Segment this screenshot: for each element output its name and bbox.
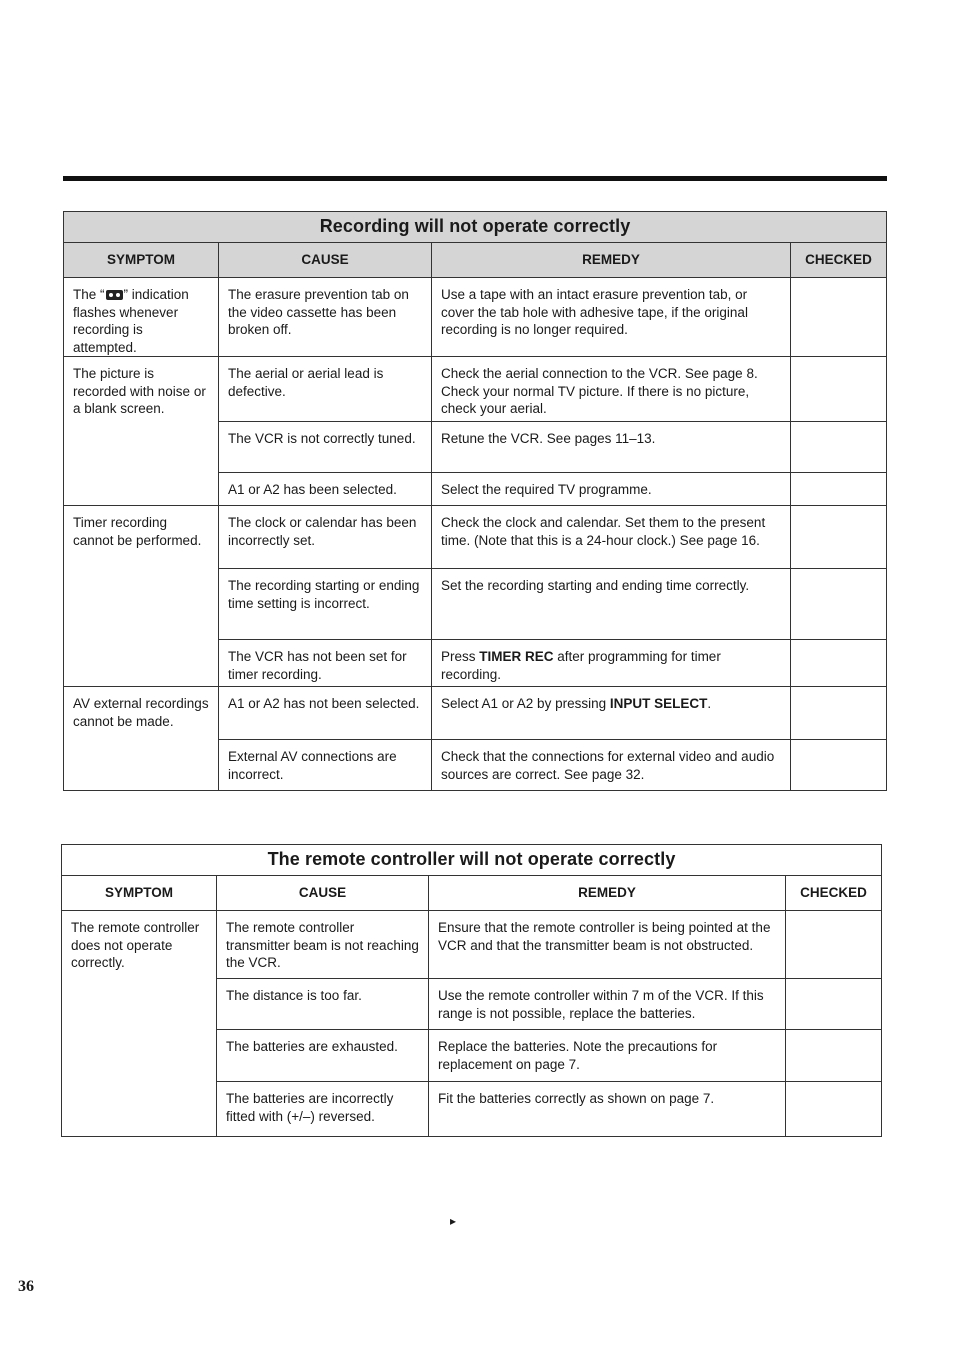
cause-cell: The VCR has not been set for timer recording.: [219, 640, 432, 687]
remedy-cell: Check the clock and calendar. Set them to the present time. (Note that this is a 24-hour clock.) See page 16.: [432, 506, 791, 569]
cause-cell: The VCR is not correctly tuned.: [219, 422, 432, 473]
section-title: Recording will not operate correctly: [64, 212, 887, 243]
checked-box[interactable]: [786, 979, 882, 1030]
button-name-input-select: INPUT SELECT: [609, 696, 708, 711]
cause-cell: The recording starting or ending time setting is incorrect.: [219, 569, 432, 640]
checked-box[interactable]: [786, 1082, 882, 1137]
header-symptom: SYMPTOM: [62, 876, 217, 911]
remedy-cell: Replace the batteries. Note the precautions for replacement on page 7.: [429, 1030, 786, 1082]
stray-mark: ▸: [450, 1214, 457, 1228]
remedy-cell: Retune the VCR. See pages 11–13.: [432, 422, 791, 473]
cause-cell: External AV connections are incorrect.: [219, 740, 432, 791]
remedy-cell: Set the recording starting and ending time correctly.: [432, 569, 791, 640]
checked-box[interactable]: [791, 740, 887, 791]
header-remedy: REMEDY: [432, 243, 791, 278]
checked-box[interactable]: [791, 357, 887, 422]
remedy-cell: Fit the batteries correctly as shown on page 7.: [429, 1082, 786, 1137]
remedy-cell: Press TIMER REC after programming for timer recording.: [432, 640, 791, 687]
checked-box[interactable]: [791, 687, 887, 740]
symptom-text-after: ” indication flashes whenever recording is attempted.: [73, 287, 189, 355]
button-name-timer-rec: TIMER REC: [479, 649, 554, 664]
recording-troubleshooting-table: [63, 211, 887, 791]
remedy-cell: Check the aerial connection to the VCR. See page 8. Check your normal TV picture. If there is no picture, check your aerial.: [432, 357, 791, 422]
checked-box[interactable]: [791, 569, 887, 640]
table-row: [62, 911, 882, 979]
header-checked: CHECKED: [786, 876, 882, 911]
symptom-cell: AV external recordings cannot be made.: [64, 687, 219, 791]
symptom-cell: [64, 278, 219, 357]
cause-cell: The erasure prevention tab on the video cassette has been broken off.: [219, 278, 432, 357]
checked-box[interactable]: [786, 911, 882, 979]
checked-box[interactable]: [786, 1030, 882, 1082]
symptom-cell: The picture is recorded with noise or a blank screen.: [64, 357, 219, 506]
checked-box[interactable]: [791, 506, 887, 569]
cause-cell: The aerial or aerial lead is defective.: [219, 357, 432, 422]
remedy-cell: Select A1 or A2 by pressing INPUT SELECT.: [432, 687, 791, 740]
table-row: [64, 357, 887, 422]
header-cause: CAUSE: [217, 876, 429, 911]
symptom-cell: Timer recording cannot be performed.: [64, 506, 219, 687]
cause-cell: The distance is too far.: [217, 979, 429, 1030]
checked-box[interactable]: [791, 422, 887, 473]
page-number: 36: [18, 1278, 34, 1295]
symptom-text-before: The “: [73, 287, 105, 302]
table-row: [64, 278, 887, 357]
cause-cell: The clock or calendar has been incorrectly set.: [219, 506, 432, 569]
header-checked: CHECKED: [791, 243, 887, 278]
section-title: The remote controller will not operate correctly: [62, 845, 882, 876]
cause-cell: A1 or A2 has not been selected.: [219, 687, 432, 740]
cause-cell: A1 or A2 has been selected.: [219, 473, 432, 506]
checked-box[interactable]: [791, 640, 887, 687]
cause-cell: The batteries are exhausted.: [217, 1030, 429, 1082]
remedy-cell: Ensure that the remote controller is being pointed at the VCR and that the transmitter beam is not obstructed.: [429, 911, 786, 979]
section-divider-rule: [63, 176, 887, 181]
header-symptom: SYMPTOM: [64, 243, 219, 278]
remedy-cell: Use a tape with an intact erasure prevention tab, or cover the tab hole with adhesive tape, if the original recording is no longer required.: [432, 278, 791, 357]
table-row: [64, 687, 887, 740]
header-cause: CAUSE: [219, 243, 432, 278]
header-remedy: REMEDY: [429, 876, 786, 911]
remedy-cell: Select the required TV programme.: [432, 473, 791, 506]
cause-cell: The batteries are incorrectly fitted with (+/–) reversed.: [217, 1082, 429, 1137]
remedy-cell: Use the remote controller within 7 m of the VCR. If this range is not possible, replace the batteries.: [429, 979, 786, 1030]
cause-cell: The remote controller transmitter beam is not reaching the VCR.: [217, 911, 429, 979]
remote-troubleshooting-table: [61, 844, 882, 1137]
checked-box[interactable]: [791, 473, 887, 506]
checked-box[interactable]: [791, 278, 887, 357]
symptom-cell: The remote controller does not operate correctly.: [62, 911, 217, 1137]
remedy-cell: Check that the connections for external video and audio sources are correct. See page 32.: [432, 740, 791, 791]
table-row: [64, 506, 887, 569]
vhs-cassette-icon: [106, 290, 123, 300]
